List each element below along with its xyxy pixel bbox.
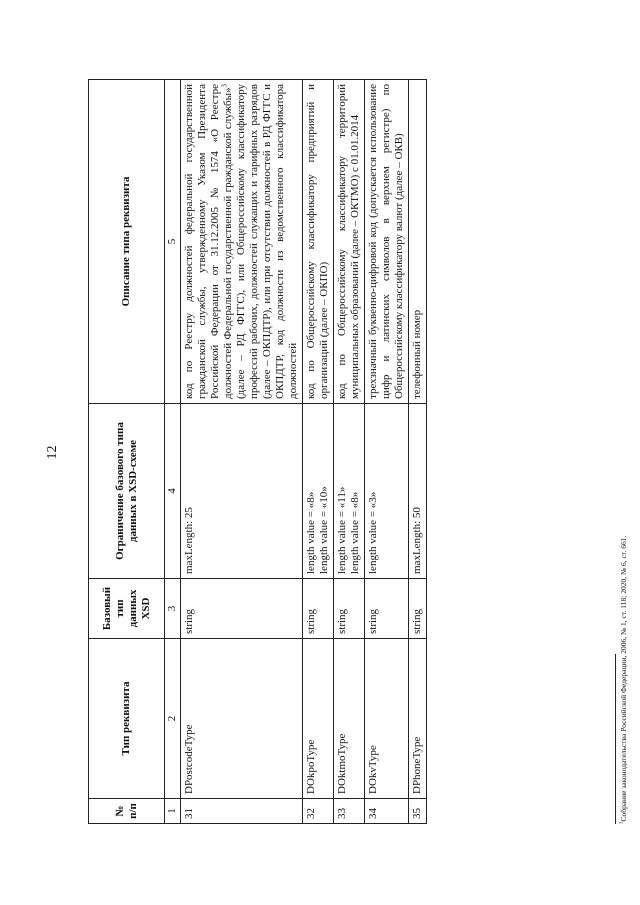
column-number: 4	[165, 404, 181, 579]
column-number: 2	[165, 639, 181, 799]
footnote-marker: 3	[619, 821, 625, 824]
table-header-row	[89, 80, 165, 824]
base-type: string	[303, 579, 334, 639]
requisite-type: DOktmoType	[334, 639, 365, 799]
column-number: 3	[165, 579, 181, 639]
description: трехзначный буквенно-цифровой код (допускается использование цифр и латинских символов в верхнем регистре) по Общероссийскому классификатору валют (далее – ОКВ)	[365, 80, 409, 404]
base-type: string	[181, 579, 303, 639]
column-number: 1	[165, 799, 181, 824]
header-restriction: Ограничение базового типа данных в XSD-схеме	[89, 404, 165, 579]
row-number: 33	[334, 799, 365, 824]
restriction: maxLength: 50	[409, 404, 427, 579]
table-row	[303, 80, 334, 824]
base-type: string	[409, 579, 427, 639]
requisite-type: DPostcodeType	[181, 639, 303, 799]
footnote-ref: 3	[220, 84, 229, 88]
footnote-text: Собрание законодательства Российской Федерации, 2006, № 1, ст. 118; 2020, № 6, ст. 661.	[619, 535, 628, 822]
row-number: 35	[409, 799, 427, 824]
requisite-type: DPhoneType	[409, 639, 427, 799]
table-row	[181, 80, 303, 824]
restriction: length value = «3»	[365, 404, 409, 579]
header-row-number: № п/п	[89, 799, 165, 824]
description: код по Реестру должностей федеральной государственной гражданской службы, утвержденному Указом Президента Российской Федерации от 31.12.2005 № 1574 «О Реестре должностей Федеральной государственной гражданской службы»$^3$ (далее – РД ФГГС), или Общероссийскому классификатору профессий рабочих, должностей служащих и тарифных разрядов (далее – ОКПДТР), или при отсутствии должностей в РД ФГГС и ОКПДТР, код должности из ведомственного классификатора должностей	[181, 80, 303, 404]
requisite-type: DOkvType	[365, 639, 409, 799]
base-type: string	[334, 579, 365, 639]
table-row	[409, 80, 427, 824]
table-row	[365, 80, 409, 824]
header-description: Описание типа реквизита	[89, 80, 165, 404]
row-number: 34	[365, 799, 409, 824]
restriction: maxLength: 25	[181, 404, 303, 579]
table-row	[334, 80, 365, 824]
description: телефонный номер	[409, 80, 427, 404]
description: код по Общероссийскому классификатору предприятий и организаций (далее – ОКПО)	[303, 80, 334, 404]
footnote	[619, 80, 628, 824]
base-type: string	[365, 579, 409, 639]
page-number: 12	[45, 445, 60, 460]
header-base-type: Базовый тип данных XSD	[89, 579, 165, 639]
restriction: length value = «11» length value = «8»	[334, 404, 365, 579]
restriction: length value = «8» length value = «10»	[303, 404, 334, 579]
footnote-divider	[615, 654, 616, 824]
column-number-row	[165, 80, 181, 824]
requisites-table	[88, 79, 427, 824]
description: код по Общероссийскому классификатору территорий муниципальных образований (далее – ОКТМО) с 01.01.2014	[334, 80, 365, 404]
requisite-type: DOkpoType	[303, 639, 334, 799]
column-number: 5	[165, 80, 181, 404]
row-number: 31	[181, 799, 303, 824]
header-type: Тип реквизита	[89, 639, 165, 799]
row-number: 32	[303, 799, 334, 824]
